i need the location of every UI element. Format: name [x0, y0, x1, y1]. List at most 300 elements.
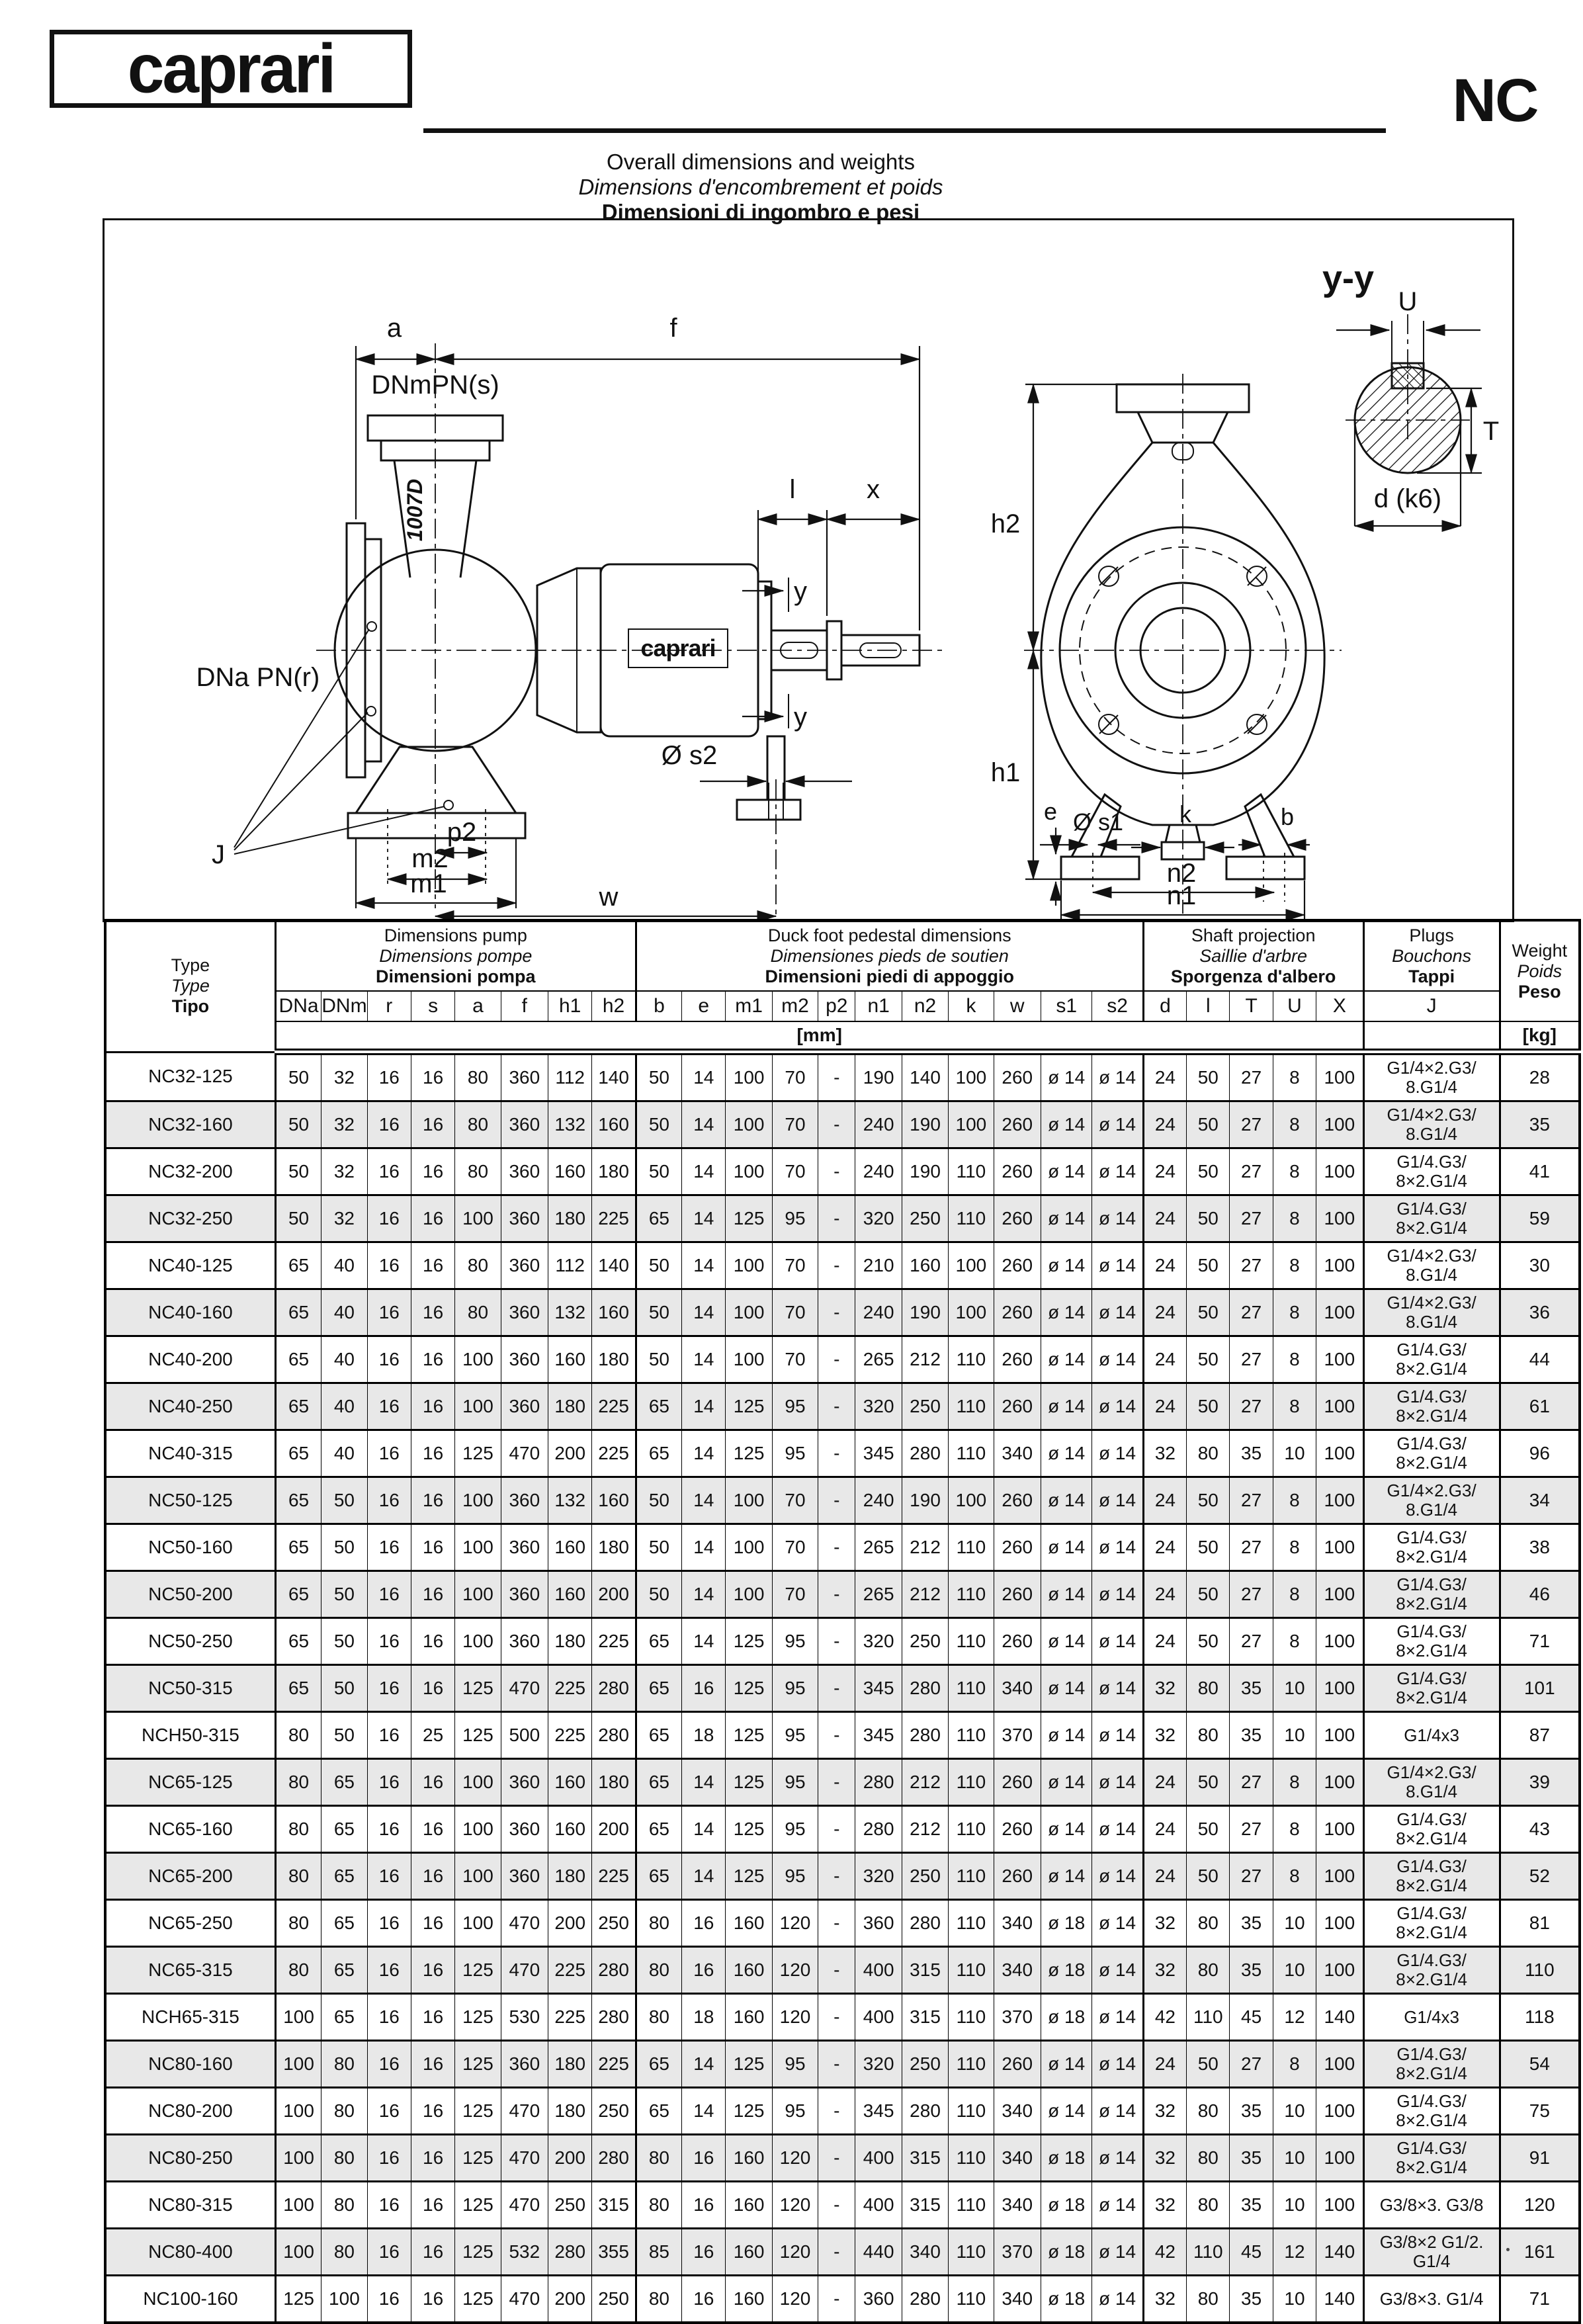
dim-cell: - — [818, 1336, 855, 1383]
dim-cell: 80 — [321, 2182, 367, 2229]
plugs-cell: G1/4.G3/ 8×2.G1/4 — [1363, 1195, 1500, 1242]
dim-cell: 110 — [1187, 2229, 1230, 2276]
dim-cell: 16 — [367, 2276, 411, 2323]
col-header-X: X — [1316, 991, 1363, 1021]
dim-cell: - — [818, 2088, 855, 2135]
dim-cell: ø 14 — [1041, 1665, 1091, 1712]
dim-h2: h2 — [990, 509, 1021, 538]
table-row — [105, 1900, 1580, 1947]
dim-cell: 500 — [501, 1712, 548, 1759]
dim-cell: 100 — [1316, 2088, 1363, 2135]
dim-cell: 100 — [1316, 1524, 1363, 1571]
dim-cell: - — [818, 1052, 855, 1101]
dim-cell: 280 — [592, 1947, 636, 1994]
dim-cell: ø 14 — [1041, 1618, 1091, 1665]
dim-cell: ø 14 — [1041, 1712, 1091, 1759]
dim-dna: DNa PN(r) — [196, 663, 320, 692]
table-row — [105, 1994, 1580, 2041]
dim-cell: 210 — [855, 1242, 902, 1289]
dim-cell: 65 — [636, 1806, 681, 1853]
dim-cell: 125 — [726, 1195, 772, 1242]
dim-cell: 110 — [949, 2041, 994, 2088]
dim-f: f — [669, 314, 677, 343]
weight-cell: 161 — [1500, 2229, 1580, 2276]
dim-cell: 14 — [682, 1853, 726, 1900]
dim-cell: 160 — [726, 2276, 772, 2323]
stamp-1007d: 1007D — [403, 478, 427, 542]
dim-cell: 315 — [902, 1947, 948, 1994]
dim-cell: 24 — [1143, 1195, 1186, 1242]
dim-cell: 360 — [501, 1477, 548, 1524]
dim-cell: 50 — [321, 1524, 367, 1571]
dim-cell: 35 — [1230, 1430, 1273, 1477]
dim-cell: 16 — [682, 1665, 726, 1712]
dim-cell: 180 — [592, 1524, 636, 1571]
dim-cell: 27 — [1230, 1618, 1273, 1665]
dim-cell: 100 — [275, 1994, 321, 2041]
caprari-logo-text: caprari — [127, 30, 335, 108]
shaft-section-view — [1322, 259, 1499, 526]
pump-type: NC40-125 — [105, 1242, 275, 1289]
dim-cell: 345 — [855, 2088, 902, 2135]
table-row — [105, 1665, 1580, 1712]
col-header-r: r — [367, 991, 411, 1021]
dim-cell: 160 — [592, 1101, 636, 1148]
plugs-cell: G1/4×2.G3/ 8.G1/4 — [1363, 1242, 1500, 1289]
dim-cell: 16 — [367, 1148, 411, 1195]
dim-cell: 24 — [1143, 1806, 1186, 1853]
dim-cell: 470 — [501, 2088, 548, 2135]
dim-cell: ø 14 — [1092, 2088, 1143, 2135]
dim-cell: 180 — [548, 2088, 592, 2135]
dim-cell: 100 — [726, 1289, 772, 1336]
units-kg: [kg] — [1500, 1021, 1580, 1052]
dim-cell: 50 — [636, 1571, 681, 1618]
dim-cell: ø 14 — [1092, 1336, 1143, 1383]
dim-m2: m2 — [411, 844, 449, 873]
dim-s2: Ø s2 — [661, 741, 718, 770]
dim-cell: 125 — [726, 1853, 772, 1900]
dim-cell: 160 — [548, 1571, 592, 1618]
plugs-cell: G1/4.G3/ 8×2.G1/4 — [1363, 1524, 1500, 1571]
plugs-cell: G1/4×2.G3/ 8.G1/4 — [1363, 1052, 1500, 1101]
dim-cell: 212 — [902, 1524, 948, 1571]
dim-cell: 16 — [367, 1336, 411, 1383]
dim-cell: 160 — [548, 1806, 592, 1853]
dim-cell: ø 14 — [1041, 1289, 1091, 1336]
dim-cell: - — [818, 2041, 855, 2088]
dim-cell: 50 — [1187, 1618, 1230, 1665]
dim-cell: 40 — [321, 1242, 367, 1289]
dim-cell: 95 — [772, 1618, 818, 1665]
dim-cell: 100 — [275, 2088, 321, 2135]
dim-cell: 470 — [501, 1665, 548, 1712]
dim-cell: 80 — [321, 2229, 367, 2276]
dim-cell: - — [818, 2229, 855, 2276]
dim-cell: 160 — [726, 1947, 772, 1994]
pump-type: NC50-160 — [105, 1524, 275, 1571]
plugs-cell: G1/4.G3/ 8×2.G1/4 — [1363, 1618, 1500, 1665]
dim-cell: 16 — [367, 1383, 411, 1430]
dim-cell: 340 — [994, 2182, 1041, 2229]
dim-cell: 50 — [1187, 1052, 1230, 1101]
dim-cell: 100 — [275, 2135, 321, 2182]
dim-cell: ø 14 — [1092, 1430, 1143, 1477]
dim-cell: ø 14 — [1041, 1336, 1091, 1383]
dim-cell: 70 — [772, 1336, 818, 1383]
dim-cell: - — [818, 1101, 855, 1148]
col-header-m1: m1 — [726, 991, 772, 1021]
dim-cell: 360 — [501, 2041, 548, 2088]
pump-drawing-svg — [105, 220, 1512, 920]
dim-cell: 14 — [682, 1148, 726, 1195]
dim-cell: 65 — [636, 1430, 681, 1477]
caprari-logo — [50, 30, 412, 108]
dim-cell: 50 — [636, 1477, 681, 1524]
dim-cell: 16 — [411, 1430, 454, 1477]
dim-cell: 125 — [455, 1430, 501, 1477]
dim-cell: 50 — [1187, 1101, 1230, 1148]
dim-cell: 8 — [1273, 1524, 1316, 1571]
dim-cell: 27 — [1230, 1052, 1273, 1101]
weight-cell: 39 — [1500, 1759, 1580, 1806]
dim-cell: 200 — [548, 1430, 592, 1477]
dim-cell: 120 — [772, 1947, 818, 1994]
dim-cell: 265 — [855, 1336, 902, 1383]
dim-cell: 35 — [1230, 2182, 1273, 2229]
dim-cell: 10 — [1273, 1947, 1316, 1994]
plugs-cell: G1/4×2.G3/ 8.G1/4 — [1363, 1101, 1500, 1148]
dim-cell: 16 — [411, 1383, 454, 1430]
group-plugs-en: Plugs — [1409, 925, 1454, 945]
dim-cell: 80 — [636, 2276, 681, 2323]
dim-cell: 27 — [1230, 1806, 1273, 1853]
dim-cell: 65 — [321, 1947, 367, 1994]
weight-cell: 35 — [1500, 1101, 1580, 1148]
plugs-cell: G1/4.G3/ 8×2.G1/4 — [1363, 1148, 1500, 1195]
dim-cell: 16 — [411, 2229, 454, 2276]
dim-cell: 100 — [455, 1571, 501, 1618]
dimensions-table — [104, 919, 1581, 2324]
dim-cell: 24 — [1143, 1618, 1186, 1665]
dim-cell: 360 — [501, 1052, 548, 1101]
table-row — [105, 1806, 1580, 1853]
dim-cell: 10 — [1273, 2135, 1316, 2182]
dim-cell: 65 — [275, 1242, 321, 1289]
dim-cell: 280 — [592, 1994, 636, 2041]
dim-cell: 24 — [1143, 1759, 1186, 1806]
dim-cell: 95 — [772, 1430, 818, 1477]
dim-cell: 40 — [321, 1383, 367, 1430]
plugs-cell: G1/4.G3/ 8×2.G1/4 — [1363, 2135, 1500, 2182]
dim-cell: 100 — [1316, 1289, 1363, 1336]
dim-cell: 95 — [772, 2088, 818, 2135]
group-pump-it: Dimensioni pompa — [376, 966, 536, 986]
dim-cell: 100 — [455, 1618, 501, 1665]
dim-cell: 360 — [501, 1383, 548, 1430]
dim-cell: - — [818, 1242, 855, 1289]
dim-cell: 65 — [636, 1759, 681, 1806]
dim-cell: ø 14 — [1041, 2041, 1091, 2088]
dim-cell: 212 — [902, 1571, 948, 1618]
dim-cell: 40 — [321, 1289, 367, 1336]
col-header-f: f — [501, 991, 548, 1021]
dim-cell: 10 — [1273, 1430, 1316, 1477]
dim-cell: 180 — [548, 2041, 592, 2088]
table-row — [105, 1618, 1580, 1665]
dim-cell: 315 — [902, 1994, 948, 2041]
dim-cell: 360 — [501, 1148, 548, 1195]
dim-cell: 16 — [367, 1289, 411, 1336]
dim-d: d (k6) — [1373, 484, 1442, 513]
dim-cell: 110 — [949, 2088, 994, 2135]
dim-cell: 250 — [902, 1853, 948, 1900]
dim-cell: 80 — [455, 1242, 501, 1289]
dim-cell: 140 — [1316, 2276, 1363, 2323]
col-header-h2: h2 — [592, 991, 636, 1021]
pump-type: NC40-200 — [105, 1336, 275, 1383]
dim-cell: 27 — [1230, 1571, 1273, 1618]
plugs-cell: G1/4.G3/ 8×2.G1/4 — [1363, 1430, 1500, 1477]
dim-cell: 24 — [1143, 1242, 1186, 1289]
dim-cell: 70 — [772, 1052, 818, 1101]
dim-cell: 16 — [411, 2041, 454, 2088]
dim-cell: 100 — [1316, 1618, 1363, 1665]
dim-cell: 100 — [1316, 1900, 1363, 1947]
dim-cell: 16 — [411, 1101, 454, 1148]
dim-cell: 100 — [275, 2041, 321, 2088]
dim-cell: 110 — [949, 1806, 994, 1853]
dim-cell: 50 — [1187, 1853, 1230, 1900]
dim-cell: 65 — [636, 1618, 681, 1665]
dim-cell: 16 — [367, 1430, 411, 1477]
dim-cell: 280 — [902, 2088, 948, 2135]
pump-type: NC40-315 — [105, 1430, 275, 1477]
dim-cell: 50 — [636, 1148, 681, 1195]
dim-cell: 50 — [636, 1052, 681, 1101]
units-j-empty — [1363, 1021, 1500, 1052]
table-row — [105, 1052, 1580, 1101]
dim-cell: 27 — [1230, 1289, 1273, 1336]
dim-h1: h1 — [990, 758, 1021, 787]
dim-cell: 95 — [772, 1712, 818, 1759]
dim-cell: - — [818, 1947, 855, 1994]
dim-cell: 70 — [772, 1289, 818, 1336]
dim-cell: 16 — [367, 1618, 411, 1665]
dim-cell: 16 — [411, 1759, 454, 1806]
dim-cell: 80 — [636, 1947, 681, 1994]
dim-cell: 14 — [682, 1195, 726, 1242]
dim-cell: - — [818, 1195, 855, 1242]
pump-type: NC65-315 — [105, 1947, 275, 1994]
dim-cell: ø 14 — [1041, 1853, 1091, 1900]
dim-cell: 65 — [275, 1524, 321, 1571]
col-header-l: l — [1187, 991, 1230, 1021]
dim-cell: 16 — [367, 1712, 411, 1759]
dim-cell: 100 — [321, 2276, 367, 2323]
dim-cell: 400 — [855, 2182, 902, 2229]
dim-cell: 110 — [949, 1994, 994, 2041]
dim-cell: 100 — [726, 1242, 772, 1289]
dim-cell: 140 — [902, 1052, 948, 1101]
dim-cell: 120 — [772, 1900, 818, 1947]
dim-cell: 120 — [772, 2276, 818, 2323]
dim-cell: 50 — [321, 1571, 367, 1618]
dim-cell: 27 — [1230, 1242, 1273, 1289]
section-arrow-y-bottom: y — [794, 703, 807, 732]
dim-cell: 100 — [1316, 1383, 1363, 1430]
group-pedestal-en: Duck foot pedestal dimensions — [767, 925, 1011, 945]
dim-cell: 360 — [501, 1853, 548, 1900]
dim-cell: 280 — [902, 1900, 948, 1947]
dim-cell: 100 — [726, 1524, 772, 1571]
dim-cell: 16 — [411, 1289, 454, 1336]
dim-cell: - — [818, 1430, 855, 1477]
weight-cell: 71 — [1500, 2276, 1580, 2323]
dim-cell: 190 — [902, 1477, 948, 1524]
dim-cell: - — [818, 1665, 855, 1712]
dim-cell: 80 — [636, 2135, 681, 2182]
dim-n1: n1 — [1166, 881, 1197, 910]
table-row — [105, 1853, 1580, 1900]
dim-cell: 340 — [902, 2229, 948, 2276]
dim-cell: 70 — [772, 1101, 818, 1148]
plugs-cell: G1/4.G3/ 8×2.G1/4 — [1363, 2041, 1500, 2088]
type-header-fr: Type — [171, 976, 210, 996]
dim-cell: 190 — [902, 1289, 948, 1336]
dim-cell: 95 — [772, 1853, 818, 1900]
dim-cell: 125 — [726, 1806, 772, 1853]
dim-cell: 470 — [501, 2182, 548, 2229]
weight-cell: 71 — [1500, 1618, 1580, 1665]
dim-cell: 100 — [1316, 1853, 1363, 1900]
dim-cell: 10 — [1273, 2088, 1316, 2135]
units-mm: [mm] — [275, 1021, 1363, 1052]
dim-cell: 16 — [411, 1242, 454, 1289]
group-header-plugs — [1363, 920, 1500, 991]
dim-cell: ø 14 — [1092, 2276, 1143, 2323]
table-row — [105, 1712, 1580, 1759]
dim-cell: 16 — [367, 1101, 411, 1148]
dim-cell: 100 — [726, 1148, 772, 1195]
dim-cell: 27 — [1230, 1195, 1273, 1242]
pump-type: NC32-250 — [105, 1195, 275, 1242]
dim-cell: 260 — [994, 1571, 1041, 1618]
dim-cell: 14 — [682, 1289, 726, 1336]
dim-cell: 16 — [411, 1052, 454, 1101]
dim-cell: 320 — [855, 1853, 902, 1900]
dim-cell: 110 — [949, 1618, 994, 1665]
dim-cell: 225 — [592, 2041, 636, 2088]
dim-cell: 16 — [367, 1900, 411, 1947]
type-header-en: Type — [171, 955, 210, 976]
table-row — [105, 2182, 1580, 2229]
dim-cell: 50 — [1187, 1806, 1230, 1853]
dim-cell: 35 — [1230, 1900, 1273, 1947]
dim-cell: 32 — [1143, 1900, 1186, 1947]
dim-cell: 65 — [636, 2088, 681, 2135]
group-pedestal-fr: Dimensiones pieds de soutien — [770, 945, 1009, 966]
dim-cell: 16 — [367, 2041, 411, 2088]
dim-cell: 16 — [411, 2088, 454, 2135]
dim-cell: 16 — [367, 2182, 411, 2229]
dim-cell: - — [818, 1900, 855, 1947]
dim-cell: 80 — [1187, 1665, 1230, 1712]
dim-cell: 200 — [592, 1806, 636, 1853]
dim-cell: 32 — [321, 1052, 367, 1101]
dim-cell: 65 — [321, 1759, 367, 1806]
pump-type: NC80-250 — [105, 2135, 275, 2182]
pump-type: NC50-125 — [105, 1477, 275, 1524]
dim-a: a — [386, 314, 402, 343]
dim-cell: - — [818, 1994, 855, 2041]
col-header-T: T — [1230, 991, 1273, 1021]
dim-cell: ø 14 — [1092, 1994, 1143, 2041]
dim-cell: 120 — [772, 2229, 818, 2276]
dim-cell: 8 — [1273, 1052, 1316, 1101]
dim-cell: 260 — [994, 1759, 1041, 1806]
dim-cell: 65 — [275, 1383, 321, 1430]
dim-cell: 120 — [772, 1994, 818, 2041]
dim-cell: 65 — [636, 1853, 681, 1900]
dim-cell: 265 — [855, 1524, 902, 1571]
dim-cell: 45 — [1230, 2229, 1273, 2276]
dim-cell: 24 — [1143, 1524, 1186, 1571]
dim-cell: 80 — [321, 2135, 367, 2182]
dim-cell: 95 — [772, 1759, 818, 1806]
dim-cell: 470 — [501, 1430, 548, 1477]
dim-cell: 100 — [1316, 1947, 1363, 1994]
dim-cell: 8 — [1273, 1477, 1316, 1524]
dim-k: k — [1179, 800, 1191, 828]
dim-cell: 180 — [592, 1148, 636, 1195]
dim-cell: 110 — [949, 1148, 994, 1195]
dim-cell: 132 — [548, 1101, 592, 1148]
dim-cell: 65 — [636, 1665, 681, 1712]
dim-cell: 225 — [592, 1430, 636, 1477]
weight-cell: 87 — [1500, 1712, 1580, 1759]
dim-cell: 125 — [275, 2276, 321, 2323]
dim-cell: 212 — [902, 1759, 948, 1806]
dim-cell: 125 — [726, 1383, 772, 1430]
pump-type: NCH65-315 — [105, 1994, 275, 2041]
dim-cell: ø 14 — [1041, 1383, 1091, 1430]
col-header-J: J — [1363, 991, 1500, 1021]
dim-cell: 14 — [682, 1242, 726, 1289]
dim-cell: 100 — [726, 1571, 772, 1618]
dim-cell: 27 — [1230, 1148, 1273, 1195]
weight-cell: 75 — [1500, 2088, 1580, 2135]
dim-cell: 100 — [726, 1477, 772, 1524]
dim-cell: 110 — [949, 1759, 994, 1806]
dim-cell: 280 — [855, 1806, 902, 1853]
weight-cell: 101 — [1500, 1665, 1580, 1712]
table-row — [105, 1101, 1580, 1148]
dim-cell: 35 — [1230, 2276, 1273, 2323]
dim-cell: 265 — [855, 1571, 902, 1618]
dim-cell: 50 — [1187, 1148, 1230, 1195]
dim-cell: 110 — [949, 2229, 994, 2276]
dim-cell: 240 — [855, 1148, 902, 1195]
table-row — [105, 1195, 1580, 1242]
dim-cell: 260 — [994, 1336, 1041, 1383]
dim-cell: ø 18 — [1041, 1900, 1091, 1947]
weight-header — [1500, 920, 1580, 1021]
dim-cell: 160 — [726, 2229, 772, 2276]
plugs-cell: G1/4.G3/ 8×2.G1/4 — [1363, 2088, 1500, 2135]
dim-cell: ø 14 — [1092, 2182, 1143, 2229]
dim-cell: 100 — [455, 1336, 501, 1383]
